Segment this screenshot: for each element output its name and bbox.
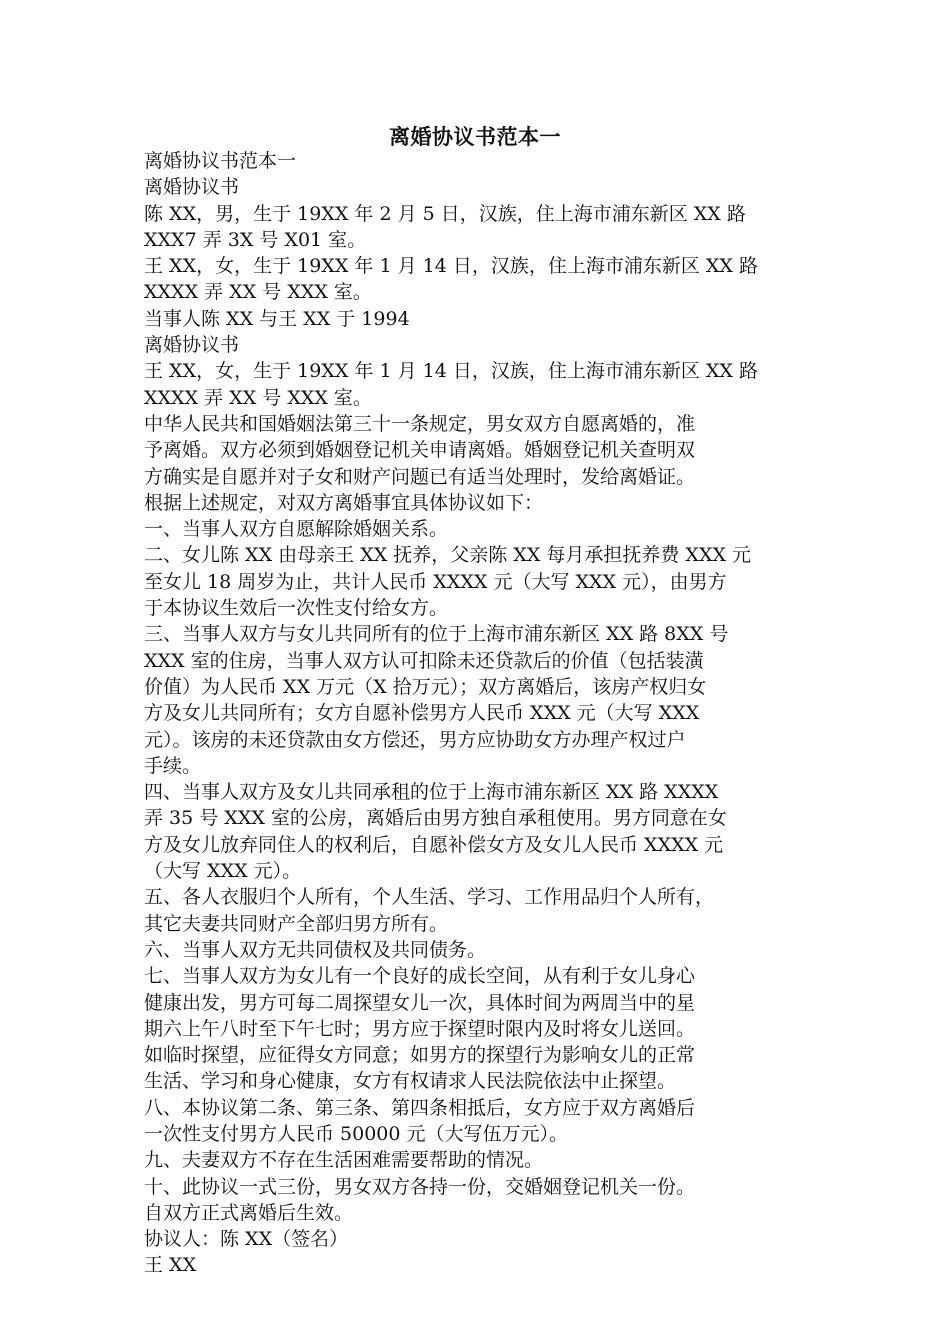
body-line: 健康出发，男方可每二周探望女儿一次，具体时间为两周当中的星 xyxy=(144,991,696,1014)
document-title: 离婚协议书范本一 xyxy=(389,124,561,149)
body-line: 弄 35 号 XXX 室的公房，离婚后由男方独自承租使用。男方同意在女 xyxy=(144,807,727,830)
body-line: 根据上述规定，对双方离婚事宜具体协议如下： xyxy=(144,491,544,514)
body-line: 中华人民共和国婚姻法第三十一条规定，男女双方自愿离婚的，准 xyxy=(144,412,696,435)
body-line: 价值）为人民币 XX 万元（X 拾万元）；双方离婚后，该房产权归女 xyxy=(144,675,707,698)
body-line: 予离婚。双方必须到婚姻登记机关申请离婚。婚姻登记机关查明双 xyxy=(144,439,696,462)
body-line: 期六上午八时至下午七时；男方应于探望时限内及时将女儿送回。 xyxy=(144,1017,696,1040)
body-line: 三、当事人双方与女儿共同所有的位于上海市浦东新区 XX 路 8XX 号 xyxy=(144,623,729,646)
body-line: （大写 XXX 元）。 xyxy=(144,860,302,883)
body-line: 陈 XX，男，生于 19XX 年 2 月 5 日，汉族，住上海市浦东新区 XX 路 xyxy=(144,202,746,225)
body-line: 七、当事人双方为女儿有一个良好的成长空间，从有利于女儿身心 xyxy=(144,965,696,988)
body-line: 离婚协议书范本一 xyxy=(144,150,297,172)
body-line: XXX7 弄 3X 号 X01 室。 xyxy=(144,228,367,251)
body-line: 自双方正式离婚后生效。 xyxy=(144,1201,354,1224)
body-line: 九、夫妻双方不存在生活困难需要帮助的情况。 xyxy=(144,1149,544,1172)
body-line: 四、当事人双方及女儿共同承租的位于上海市浦东新区 XX 路 XXXX xyxy=(144,781,719,804)
body-line: XXX 室的住房，当事人双方认可扣除未还贷款后的价值（包括装潢 xyxy=(144,649,704,672)
body-line: 八、本协议第二条、第三条、第四条相抵后，女方应于双方离婚后 xyxy=(144,1096,696,1119)
body-line: 六、当事人双方无共同债权及共同债务。 xyxy=(144,938,487,961)
signature-line: 王 XX xyxy=(144,1254,197,1277)
body-line: 如临时探望，应征得女方同意；如男方的探望行为影响女儿的正常 xyxy=(144,1044,696,1067)
body-line: 五、各人衣服归个人所有，个人生活、学习、工作用品归个人所有， xyxy=(144,886,715,909)
body-line: 其它夫妻共同财产全部归男方所有。 xyxy=(144,912,449,935)
body-line: 方确实是自愿并对子女和财产问题已有适当处理时，发给离婚证。 xyxy=(144,465,696,488)
body-line: 元）。该房的未还贷款由女方偿还，男方应协助女方办理产权过户 xyxy=(144,728,686,751)
body-line: 手续。 xyxy=(144,754,202,777)
body-line: 方及女儿放弃同住人的权利后，自愿补偿女方及女儿人民币 XXXX 元 xyxy=(144,833,724,856)
body-line: 生活、学习和身心健康，女方有权请求人民法院依法中止探望。 xyxy=(144,1070,677,1093)
body-line: 一次性支付男方人民币 50000 元（大写伍万元）。 xyxy=(144,1122,569,1145)
body-line: 王 XX，女，生于 19XX 年 1 月 14 日，汉族，住上海市浦东新区 XX 路 xyxy=(144,360,758,383)
body-line: 于本协议生效后一次性支付给女方。 xyxy=(144,597,449,620)
document-body xyxy=(144,148,810,1279)
body-line: 方及女儿共同所有；女方自愿补偿男方人民币 XXX 元（大写 XXX xyxy=(144,702,700,725)
body-line: 王 XX，女，生于 19XX 年 1 月 14 日，汉族，住上海市浦东新区 XX 路 xyxy=(144,255,758,278)
body-line: 离婚协议书 xyxy=(144,334,240,357)
body-line: XXXX 弄 XX 号 XXX 室。 xyxy=(144,386,372,409)
signature-line: 协议人：陈 XX（签名） xyxy=(144,1228,349,1251)
body-line: 当事人陈 XX 与王 XX 于 1994 xyxy=(144,307,410,330)
body-line: 至女儿 18 周岁为止，共计人民币 XXXX 元（大写 XXX 元），由男方 xyxy=(144,570,727,593)
body-line: 离婚协议书 xyxy=(144,176,240,199)
body-line: 一、当事人双方自愿解除婚姻关系。 xyxy=(144,518,449,541)
body-line: 二、女儿陈 XX 由母亲王 XX 抚养，父亲陈 XX 每月承担抚养费 XXX 元 xyxy=(144,544,752,567)
body-line: 十、此协议一式三份，男女双方各持一份，交婚姻登记机关一份。 xyxy=(144,1175,696,1198)
body-line: XXXX 弄 XX 号 XXX 室。 xyxy=(144,281,372,304)
